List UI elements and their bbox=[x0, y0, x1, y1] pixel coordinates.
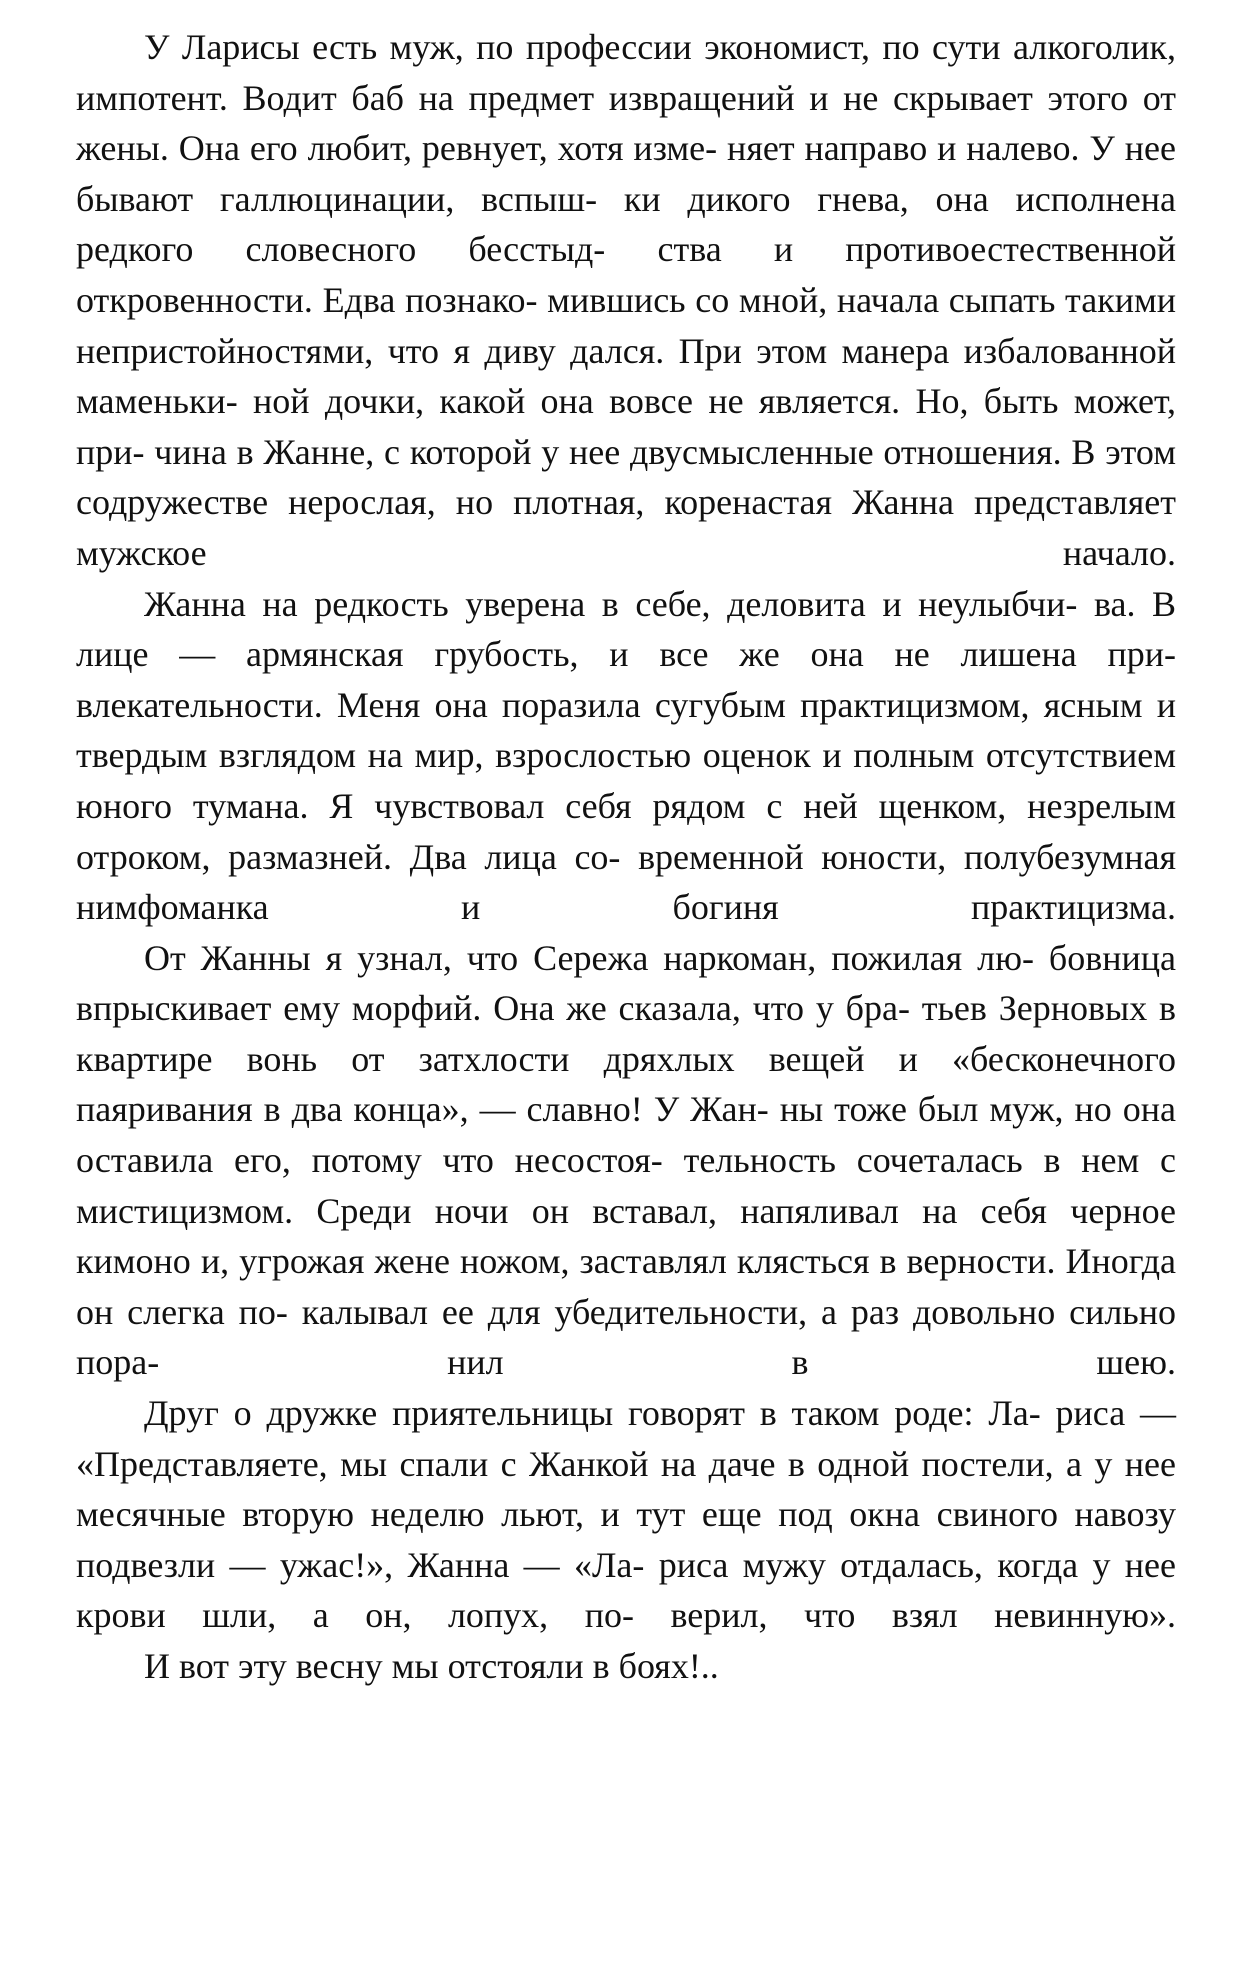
text-line: влекательности. Меня она поразила сугубым практицизмом, bbox=[76, 684, 1030, 725]
text-body bbox=[76, 22, 1176, 1692]
text-line: тьев Зерновых в квартире вонь от затхлости дряхлых вещей bbox=[76, 988, 1177, 1079]
text-line: калывал ее для убедительности, а раз довольно сильно пора- bbox=[76, 1291, 1176, 1383]
text-line: постели, а у нее месячные вторую неделю льют, и тут еще bbox=[76, 1443, 1176, 1535]
paragraph-4 bbox=[76, 1388, 1176, 1641]
text-line: ножом, заставлял клясться в верности. Иногда он слегка по- bbox=[76, 1241, 1176, 1332]
text-line: чина в Жанне, с которой у нее двусмысленные отношения. В bbox=[154, 431, 1096, 472]
text-line: бовница впрыскивает ему морфий. Она же сказала, что у бра- bbox=[76, 937, 1177, 1029]
paragraph-5 bbox=[76, 1641, 1176, 1692]
text-line: временной юности, полубезумная нимфоманка и богиня bbox=[76, 836, 1177, 928]
text-line: и «бесконечного паяривания в два конца», — славно! У Жан- bbox=[76, 1038, 1176, 1130]
text-line: что я диву дался. При этом манера избалованной маменьки- bbox=[76, 330, 1176, 422]
text-line: риса — «Представляете, мы спали с Жанкой на даче в одной bbox=[76, 1393, 1176, 1484]
text-line: представляет мужское начало. bbox=[76, 482, 1177, 573]
text-line: Жанна на редкость уверена в себе, деловита и неулыбчи- bbox=[144, 583, 1078, 624]
text-line: ясным и твердым взглядом на мир, взрослостью оценок и bbox=[76, 684, 1177, 776]
paragraph-3 bbox=[76, 933, 1176, 1388]
text-line: ны тоже был муж, но она оставила его, потому что несостоя- bbox=[76, 1089, 1176, 1181]
text-line: ва. В лице — армянская грубость, и все же она не лишена при- bbox=[76, 583, 1177, 675]
text-line: практицизма. bbox=[970, 887, 1176, 928]
text-line: ной дочки, какой она вовсе не является. Но, быть может, при- bbox=[76, 381, 1177, 472]
text-line: верил, что взял невинную». bbox=[670, 1595, 1177, 1636]
text-line: ства и противоестественной откровенности. Едва познако- bbox=[76, 229, 1177, 320]
paragraph-2 bbox=[76, 579, 1176, 933]
text-line: скрывает этого от жены. Она его любит, ревнует, хотя изме- bbox=[76, 77, 1176, 169]
text-line: мившись со мной, начала сыпать такими непристойностями, bbox=[76, 279, 1177, 371]
text-line: От Жанны я узнал, что Сережа наркоман, пожилая лю- bbox=[144, 937, 1034, 978]
text-line: этом содружестве нерослая, но плотная, коренастая Жанна bbox=[76, 431, 1177, 523]
text-line: тельность сочеталась в нем с мистицизмом. Среди ночи он bbox=[76, 1140, 1177, 1231]
text-line: вставал, напяливал на себя черное кимоно и, угрожая жене bbox=[76, 1190, 1176, 1282]
text-line: под окна свиного навозу подвезли — ужас!», Жанна — «Ла- bbox=[76, 1494, 1177, 1585]
paragraph-1 bbox=[76, 22, 1176, 579]
text-line: полным отсутствием юного тумана. Я чувствовал себя рядом bbox=[76, 735, 1176, 826]
text-line: с ней щенком, незрелым отроком, размазней. Два лица со- bbox=[76, 785, 1177, 877]
text-line: нил в шею. bbox=[447, 1342, 1176, 1383]
text-line: няет направо и налево. У нее бывают галлюцинации, вспыш- bbox=[76, 128, 1176, 219]
text-line: риса мужу отдалась, когда у нее крови шли, а он, лопух, по- bbox=[76, 1544, 1176, 1636]
text-line: алкоголик, импотент. Водит баб на предмет извращений и не bbox=[76, 27, 1177, 118]
text-line: Друг о дружке приятельницы говорят в таком роде: Ла- bbox=[144, 1393, 1041, 1434]
text-line: И вот эту весну мы отстояли в боях!.. bbox=[144, 1646, 719, 1686]
text-line: У Ларисы есть муж, по профессии экономист, по сути bbox=[144, 27, 1001, 67]
text-line: ки дикого гнева, она исполнена редкого словесного бесстыд- bbox=[76, 178, 1177, 270]
